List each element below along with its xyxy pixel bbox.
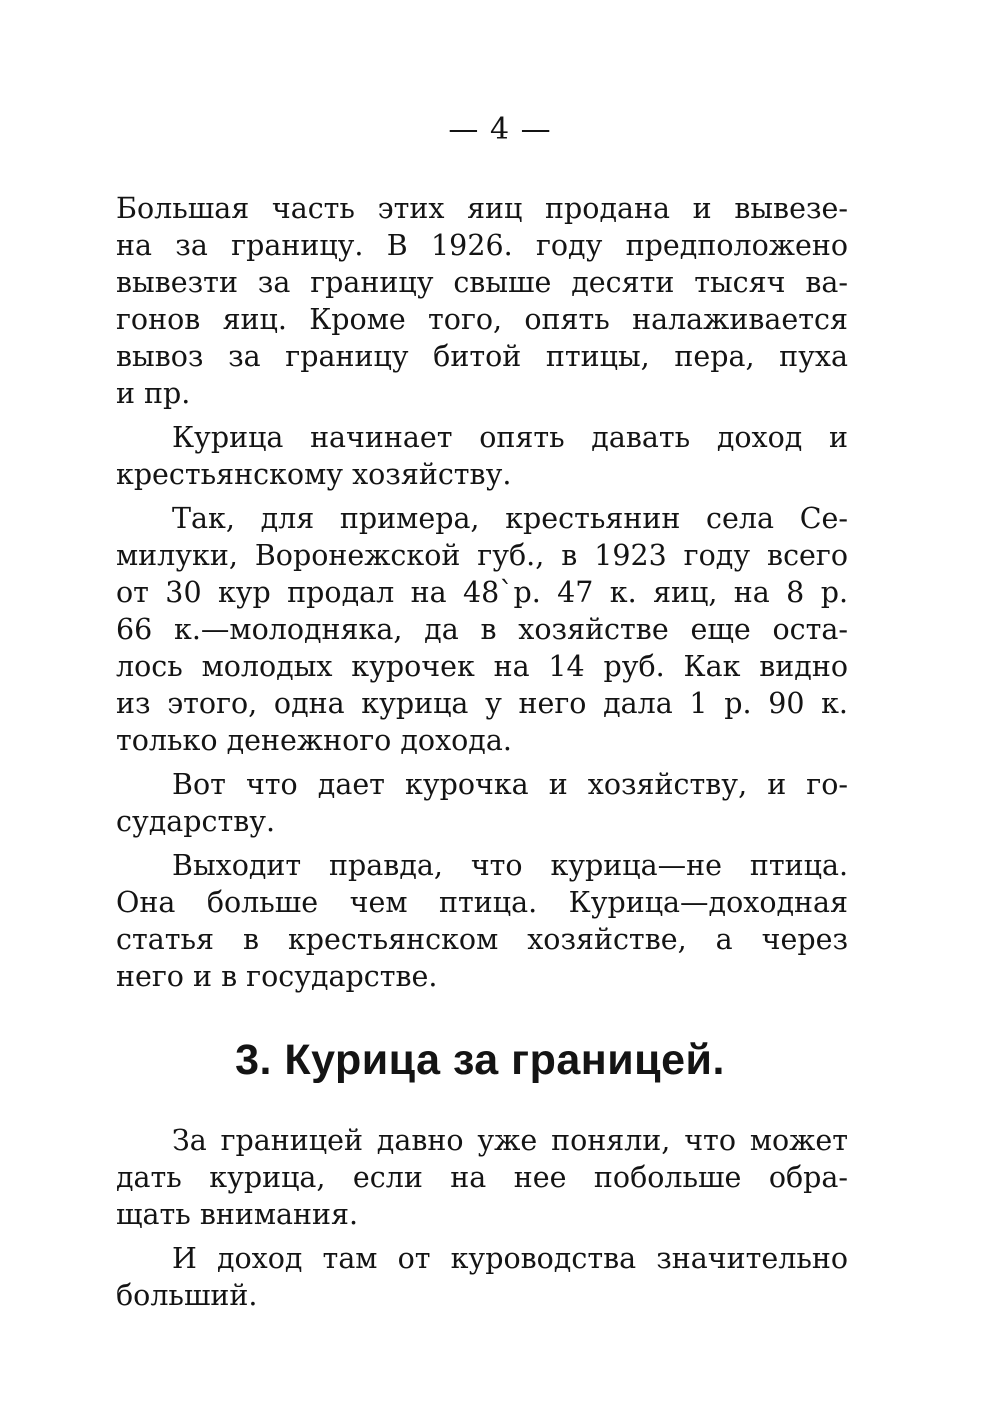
- paragraph: [116, 419, 848, 493]
- text-line: 66 к.—молодняка, да в хозяйстве еще оста-: [116, 613, 848, 646]
- paragraph: [116, 1122, 848, 1233]
- text-line: милуки, Воронежской губ., в 1923 году всего: [116, 539, 848, 572]
- text-line: вывоз за границу битой птицы, пера, пуха: [116, 340, 848, 373]
- text-line: от 30 кур продал на 48`р. 47 к. яиц, на 8 р.: [116, 576, 848, 609]
- text-line: крестьянскому хозяйству.: [116, 458, 512, 491]
- paragraph: [116, 190, 848, 412]
- text-line: Выходит правда, что курица—не птица.: [172, 849, 848, 882]
- text-line: лось молодых курочек на 14 руб. Как видно: [116, 650, 848, 683]
- text-line: Так, для примера, крестьянин села Се-: [172, 502, 848, 535]
- body-text-block-1: [116, 190, 848, 1002]
- text-line: только денежного дохода.: [116, 724, 512, 757]
- text-line: И доход там от куроводства значительно: [172, 1242, 848, 1275]
- text-line: статья в крестьянском хозяйстве, а через: [116, 923, 848, 956]
- text-line: из этого, одна курица у него дала 1 р. 90 к.: [116, 687, 848, 720]
- page-number: — 4 —: [448, 112, 552, 147]
- text-line: За границей давно уже поняли, что может: [172, 1124, 848, 1157]
- text-line: и пр.: [116, 377, 191, 410]
- text-line: щать внимания.: [116, 1198, 359, 1231]
- text-line: сударству.: [116, 805, 276, 838]
- text-line: на за границу. В 1926. году предположено: [116, 229, 848, 262]
- text-line: вывезти за границу свыше десяти тысяч ва-: [116, 266, 848, 299]
- text-line: него и в государстве.: [116, 960, 438, 993]
- text-line: Она больше чем птица. Курица—доходная: [116, 886, 848, 919]
- paragraph: [116, 766, 848, 840]
- paragraph: [116, 500, 848, 759]
- text-line: Курица начинает опять давать доход и: [172, 421, 848, 454]
- paragraph: [116, 847, 848, 995]
- text-line: Вот что дает курочка и хозяйству, и го-: [172, 768, 848, 801]
- body-text-block-2: [116, 1122, 848, 1321]
- section-heading: 3. Курица за границей.: [235, 1036, 725, 1084]
- text-line: больший.: [116, 1279, 258, 1312]
- text-line: Большая часть этих яиц продана и вывезе-: [116, 192, 848, 225]
- paragraph: [116, 1240, 848, 1314]
- text-line: дать курица, если на нее побольше обра-: [116, 1161, 848, 1194]
- text-line: гонов яиц. Кроме того, опять налаживается: [116, 303, 848, 336]
